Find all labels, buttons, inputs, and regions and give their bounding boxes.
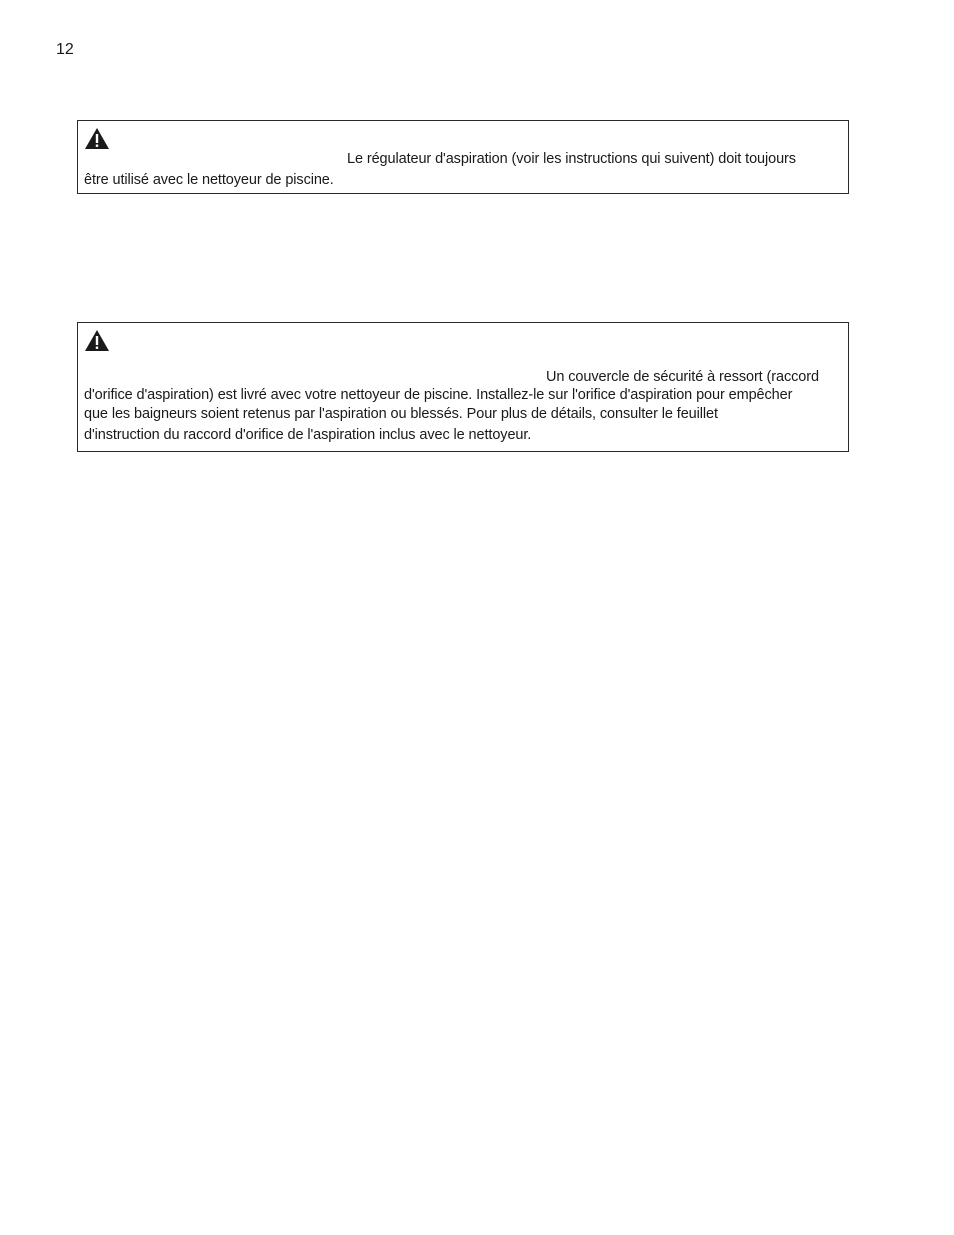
warning-text-line: que les baigneurs soient retenus par l'aspiration ou blessés. Pour plus de détails, consulter le feuillet xyxy=(84,406,718,422)
warning-text-line: Le régulateur d'aspiration (voir les instructions qui suivent) doit toujours xyxy=(347,151,796,167)
warning-text-line: être utilisé avec le nettoyeur de piscine. xyxy=(84,172,334,188)
warning-text-line: d'orifice d'aspiration) est livré avec votre nettoyeur de piscine. Installez-le sur l'orifice d'aspiration pour empêcher xyxy=(84,387,793,403)
warning-text-line: d'instruction du raccord d'orifice de l'aspiration inclus avec le nettoyeur. xyxy=(84,427,532,443)
warning-triangle-icon xyxy=(84,329,110,352)
warning-box-safety-cover xyxy=(77,322,849,452)
warning-triangle-icon xyxy=(84,127,110,150)
warning-box-regulator xyxy=(77,120,849,194)
warning-text-line: Un couvercle de sécurité à ressort (raccord xyxy=(546,369,819,385)
page-number: 12 xyxy=(56,41,74,58)
